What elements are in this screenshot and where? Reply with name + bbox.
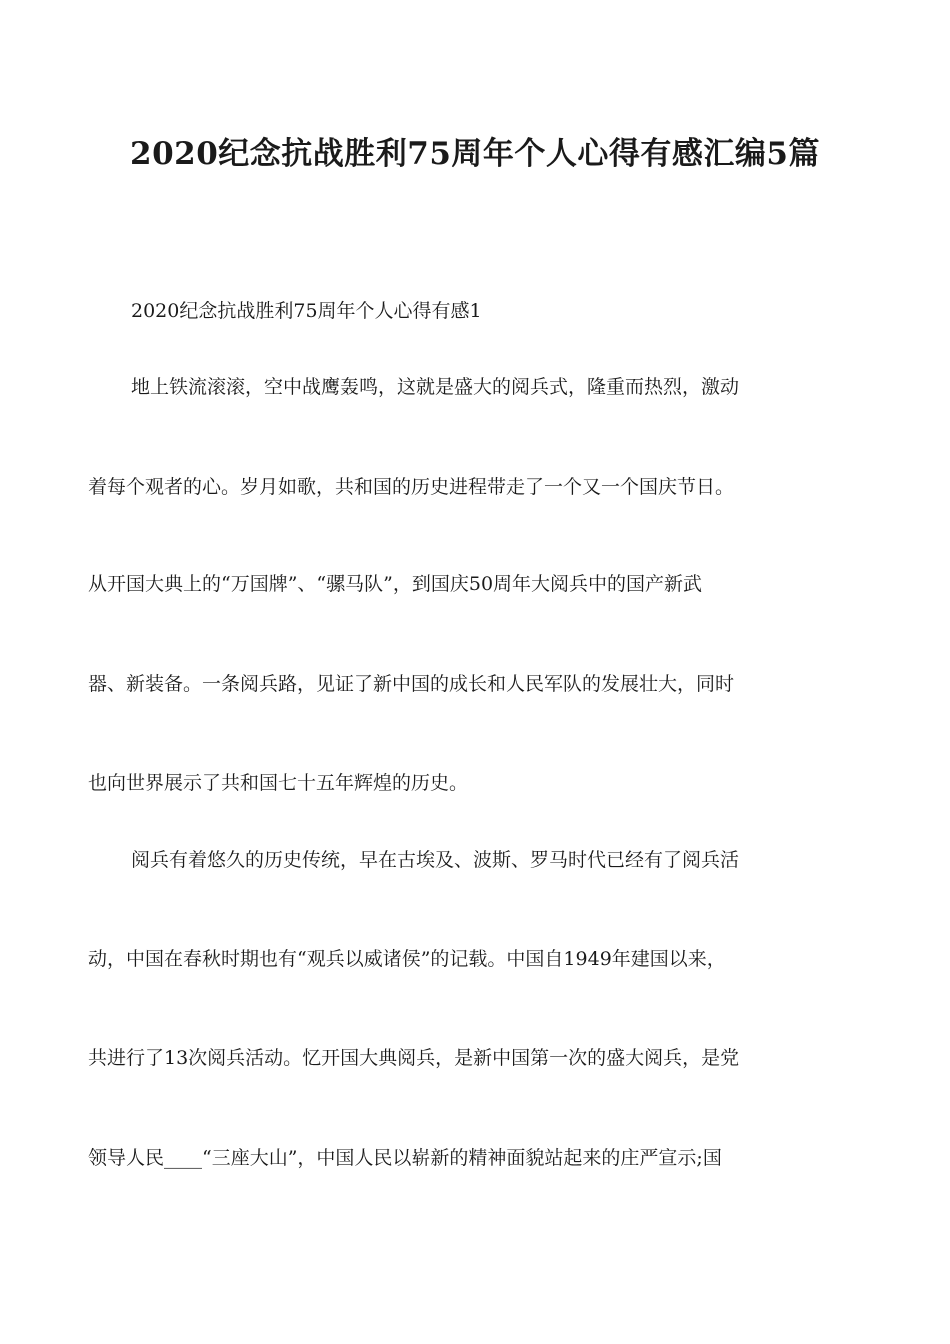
paragraph-line: 共进行了13次阅兵活动。忆开国大典阅兵，是新中国第一次的盛大阅兵，是党 [88,1047,740,1069]
paragraph-line: 领导人民____“三座大山”，中国人民以崭新的精神面貌站起来的庄严宣示;国 [88,1147,722,1169]
paragraph-line: 阅兵有着悠久的历史传统，早在古埃及、波斯、罗马时代已经有了阅兵活 [131,849,740,871]
paragraph-line: 也向世界展示了共和国七十五年辉煌的历史。 [88,772,469,794]
paragraph-line: 动，中国在春秋时期也有“观兵以威诸侯”的记载。中国自1949年建国以来， [88,948,726,970]
paragraph-line: 从开国大典上的“万国牌”、“骡马队”，到国庆50周年大阅兵中的国产新武 [88,573,703,595]
section-heading: 2020纪念抗战胜利75周年个人心得有感1 [131,300,482,322]
paragraph-line: 地上铁流滚滚，空中战鹰轰鸣，这就是盛大的阅兵式，隆重而热烈，激动 [131,376,740,398]
paragraph-line: 着每个观者的心。岁月如歌，共和国的历史进程带走了一个又一个国庆节日。 [88,476,735,498]
paragraph-line: 器、新装备。一条阅兵路，见证了新中国的成长和人民军队的发展壮大，同时 [88,673,735,695]
document-title: 2020纪念抗战胜利75周年个人心得有感汇编5篇 [130,136,820,172]
